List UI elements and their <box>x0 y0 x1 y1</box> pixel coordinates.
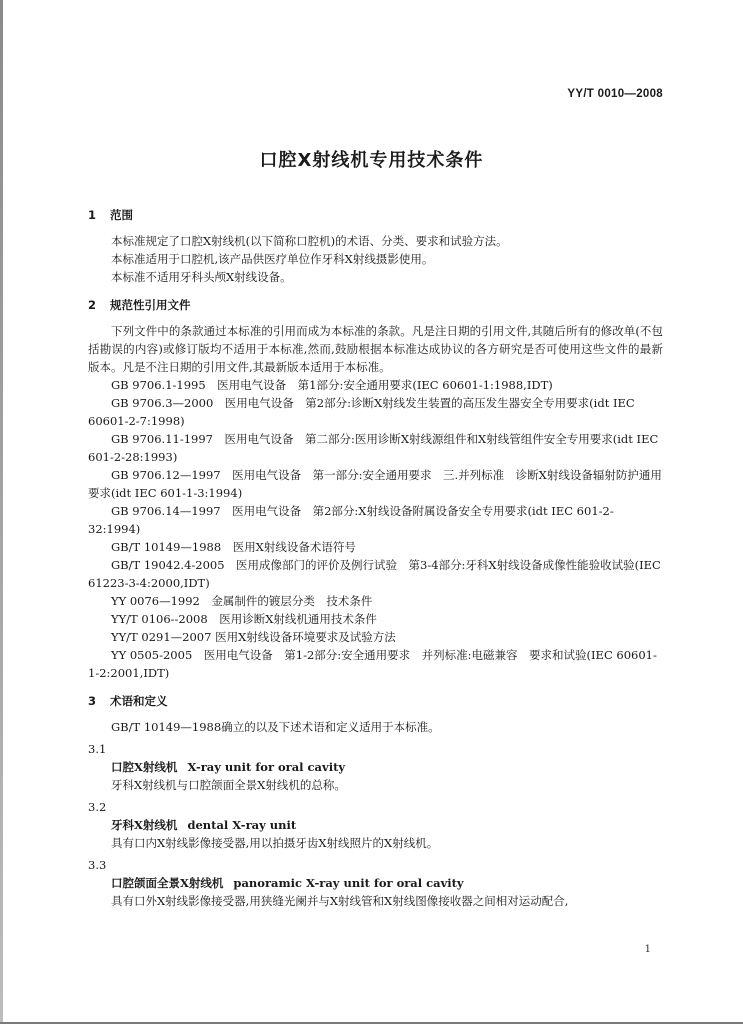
section-number: 3 <box>88 694 97 708</box>
section-title: 术语和定义 <box>110 694 168 708</box>
term-chinese: 口腔X射线机 <box>111 760 178 774</box>
reference-item: GB 9706.3—2000 医用电气设备 第2部分:诊断X射线发生装置的高压发生器安全专用要求(idt IEC 60601-2-7:1998) <box>88 396 635 428</box>
reference-item: GB 9706.12—1997 医用电气设备 第一部分:安全通用要求 三.并列标准 诊断X射线设备辐射防护通用要求(idt IEC 601-1-3:1994) <box>88 468 662 500</box>
document-body <box>88 206 663 910</box>
section-number: 2 <box>88 298 97 312</box>
term-heading <box>88 874 663 892</box>
scope-paragraph: 本标准不适用牙科头颅X射线设备。 <box>111 270 292 284</box>
term-chinese: 牙科X射线机 <box>111 818 178 832</box>
term-number: 3.2 <box>88 800 107 814</box>
section-number: 1 <box>88 208 97 222</box>
term-chinese: 口腔颌面全景X射线机 <box>111 876 224 890</box>
term-number: 3.3 <box>88 858 107 872</box>
standard-number: YY/T 0010—2008 <box>567 88 663 100</box>
term-english: panoramic X-ray unit for oral cavity <box>233 876 464 890</box>
reference-item: YY/T 0291—2007 医用X射线设备环境要求及试验方法 <box>111 630 396 644</box>
document-title: 口腔X射线机专用技术条件 <box>259 150 484 171</box>
reference-item: GB 9706.14—1997 医用电气设备 第2部分:X射线设备附属设备安全专用要求(idt IEC 601-2-32:1994) <box>88 504 614 536</box>
section-title: 范围 <box>110 208 133 222</box>
reference-item: GB 9706.1-1995 医用电气设备 第1部分:安全通用要求(IEC 60601-1:1988,IDT) <box>111 378 553 392</box>
references-intro: 下列文件中的条款通过本标准的引用而成为本标准的条款。凡是注日期的引用文件,其随后所有的修改单(不包括勘误的内容)或修订版均不适用于本标准,然而,鼓励根据本标准达成协议的各方研究是否可使用这些文件的最新版本。凡是不注日期的引用文件,其最新版本适用于本标准。 <box>88 324 663 374</box>
reference-item: YY/T 0106--2008 医用诊断X射线机通用技术条件 <box>111 612 377 626</box>
terms-intro: GB/T 10149—1988确立的以及下述术语和定义适用于本标准。 <box>111 720 440 734</box>
term-heading <box>88 816 663 834</box>
reference-item: YY 0076—1992 金属制件的镀层分类 技术条件 <box>111 594 373 608</box>
section-3-heading <box>88 692 663 710</box>
page-number: 1 <box>644 944 651 955</box>
term-number: 3.1 <box>88 742 107 756</box>
section-2-heading <box>88 296 663 314</box>
scope-paragraph: 本标准规定了口腔X射线机(以下简称口腔机)的术语、分类、要求和试验方法。 <box>111 234 508 248</box>
term-definition: 具有口内X射线影像接受器,用以拍摄牙齿X射线照片的X射线机。 <box>111 836 439 850</box>
scope-paragraph: 本标准适用于口腔机,该产品供医疗单位作牙科X射线摄影使用。 <box>111 252 434 266</box>
reference-item: GB 9706.11-1997 医用电气设备 第二部分:医用诊断X射线源组件和X射线管组件安全专用要求(idt IEC 601-2-28:1993) <box>88 432 659 464</box>
term-definition: 具有口外X射线影像接受器,用狭缝光阑并与X射线管和X射线图像接收器之间相对运动配合, <box>111 894 569 908</box>
term-english: X-ray unit for oral cavity <box>187 760 346 774</box>
term-english: dental X-ray unit <box>187 818 297 832</box>
reference-item: GB/T 19042.4-2005 医用成像部门的评价及例行试验 第3-4部分:牙科X射线设备成像性能验收试验(IEC 61223-3-4:2000,IDT) <box>88 558 661 590</box>
section-title: 规范性引用文件 <box>110 298 191 312</box>
term-definition: 牙科X射线机与口腔颌面全景X射线机的总称。 <box>111 778 346 792</box>
term-heading <box>88 758 663 776</box>
reference-item: YY 0505-2005 医用电气设备 第1-2部分:安全通用要求 并列标准:电磁兼容 要求和试验(IEC 60601-1-2:2001,IDT) <box>88 648 657 680</box>
reference-item: GB/T 10149—1988 医用X射线设备术语符号 <box>111 540 356 554</box>
section-1-heading <box>88 206 663 224</box>
